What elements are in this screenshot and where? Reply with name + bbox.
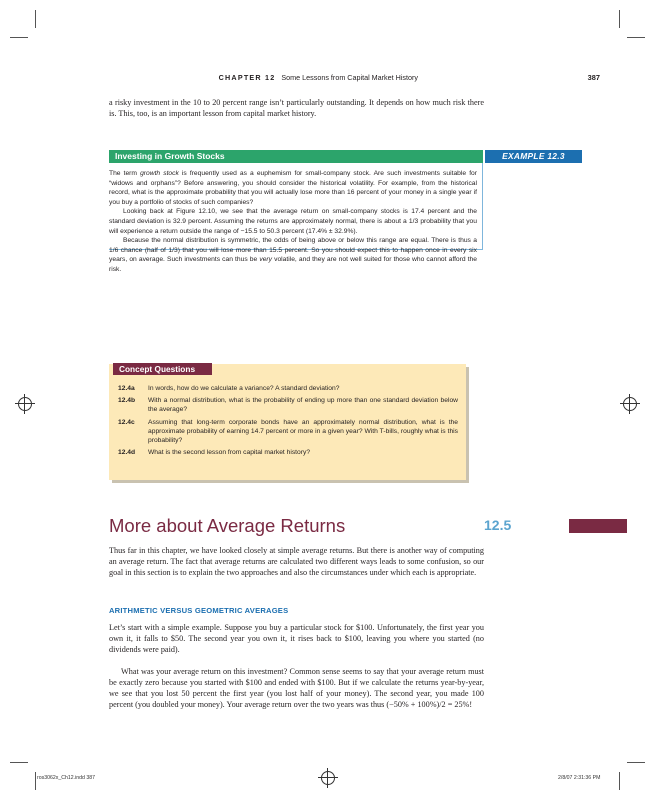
- slug-timestamp: 2/8/07 2:31:36 PM: [558, 775, 601, 781]
- slug-filename: ros3062x_Ch12.indd 387: [37, 775, 95, 781]
- registration-mark-icon: [321, 771, 335, 785]
- example-paragraph: Because the normal distribution is symmetric, the odds of being above or below this range are equal. There is thus a 1/6 chance (half of 1/3) that you will lose more than 15.5 percent. So you should expect this to happen once in every six years, on average. Such investments can thus be very volatile, and they are not well suited for those who cannot afford the risk.: [109, 237, 477, 273]
- example-title: Investing in Growth Stocks: [115, 151, 225, 161]
- concept-questions-list: [118, 384, 458, 460]
- question-text: Assuming that long-term corporate bonds have an approximately normal distribution, what is the approximate probability of earning 14.7 percent or more in a given year? With T-bills, roughly what is this probability?: [148, 418, 458, 445]
- example-label: EXAMPLE 12.3: [502, 151, 565, 161]
- section-tab-marker: [569, 519, 627, 533]
- crop-mark: [35, 772, 36, 790]
- question-number: 12.4c: [118, 418, 135, 426]
- example-header: [109, 150, 483, 163]
- page-number: 387: [587, 73, 600, 82]
- concept-question: [118, 418, 458, 446]
- concept-question: [118, 448, 458, 457]
- subsection-heading: ARITHMETIC VERSUS GEOMETRIC AVERAGES: [109, 606, 289, 615]
- question-text: What is the second lesson from capital market history?: [148, 449, 311, 457]
- question-number: 12.4d: [118, 449, 136, 457]
- example-body: [109, 169, 477, 275]
- example-paragraph: Looking back at Figure 12.10, we see that the average return on small-company stocks is 17.4 percent and the standard deviation is 32.9 percent. Assuming the returns are approximately normal, there is about a 1/3 probability that you will experience a return outside the range of −15.5 to 50.3 percent (17.4% ± 32.9%).: [109, 208, 477, 235]
- crop-mark: [35, 10, 36, 28]
- concept-question: [118, 384, 458, 393]
- registration-mark-icon: [18, 397, 32, 411]
- crop-mark: [627, 37, 645, 38]
- crop-mark: [619, 772, 620, 790]
- crop-mark: [10, 37, 28, 38]
- example-paragraph: The term growth stock is frequently used as a euphemism for small-company stock. Are such investments suitable for “widows and orphans”? Before answering, you should consider the historical volatility. For example, from the historical record, what is the approximate probability that you will actually lose more than 16 percent of your money in a single year if you buy a portfolio of stocks of such companies?: [109, 170, 477, 206]
- section-intro-paragraph: Thus far in this chapter, we have looked closely at simple average returns. But there is another way of computing an average return. The fact that average returns are calculated two different ways leads to some confusion, so our goal in this section is to explain the two approaches and also the circumstances under which each is appropriate.: [109, 546, 484, 577]
- running-head-title: Some Lessons from Capital Market History: [281, 73, 418, 82]
- question-text: In words, how do we calculate a variance? A standard deviation?: [148, 385, 340, 392]
- body-paragraph: What was your average return on this investment? Common sense seems to say that your average return must be exactly zero because you started with $100 and ended with $100. But if we calculate the returns year-by-year, we see that you lost 50 percent the first year (you lost half of your money). The second year, you made 100 percent (you doubled your money). Your average return over the two years was thus (−50% + 100%)/2 = 25%!: [109, 667, 484, 709]
- body-paragraph: Let’s start with a simple example. Suppose you buy a particular stock for $100. Unfortunately, the first year you own it, it falls to $50. The second year you own it, it rises back to $100, leaving you where you started (no dividends were paid).: [109, 623, 484, 654]
- running-head-chapter: CHAPTER 12 Some Lessons from Capital Market History: [218, 73, 418, 82]
- section-number: 12.5: [484, 517, 512, 533]
- registration-mark-icon: [623, 397, 637, 411]
- example-label-tab: [485, 150, 582, 163]
- intro-paragraph: a risky investment in the 10 to 20 percent range isn’t particularly outstanding. It depends on how much risk there is. This, too, is an important lesson from capital market history.: [109, 98, 484, 118]
- concept-questions-title: Concept Questions: [119, 364, 196, 374]
- crop-mark: [10, 762, 28, 763]
- question-number: 12.4a: [118, 385, 135, 392]
- concept-question: [118, 396, 458, 414]
- concept-questions-title-tab: [113, 363, 212, 375]
- running-head: [0, 73, 600, 85]
- question-number: 12.4b: [118, 397, 136, 405]
- crop-mark: [627, 762, 645, 763]
- crop-mark: [619, 10, 620, 28]
- section-title: More about Average Returns: [109, 515, 346, 536]
- question-text: With a normal distribution, what is the probability of ending up more than one standard deviation below the average?: [148, 397, 458, 414]
